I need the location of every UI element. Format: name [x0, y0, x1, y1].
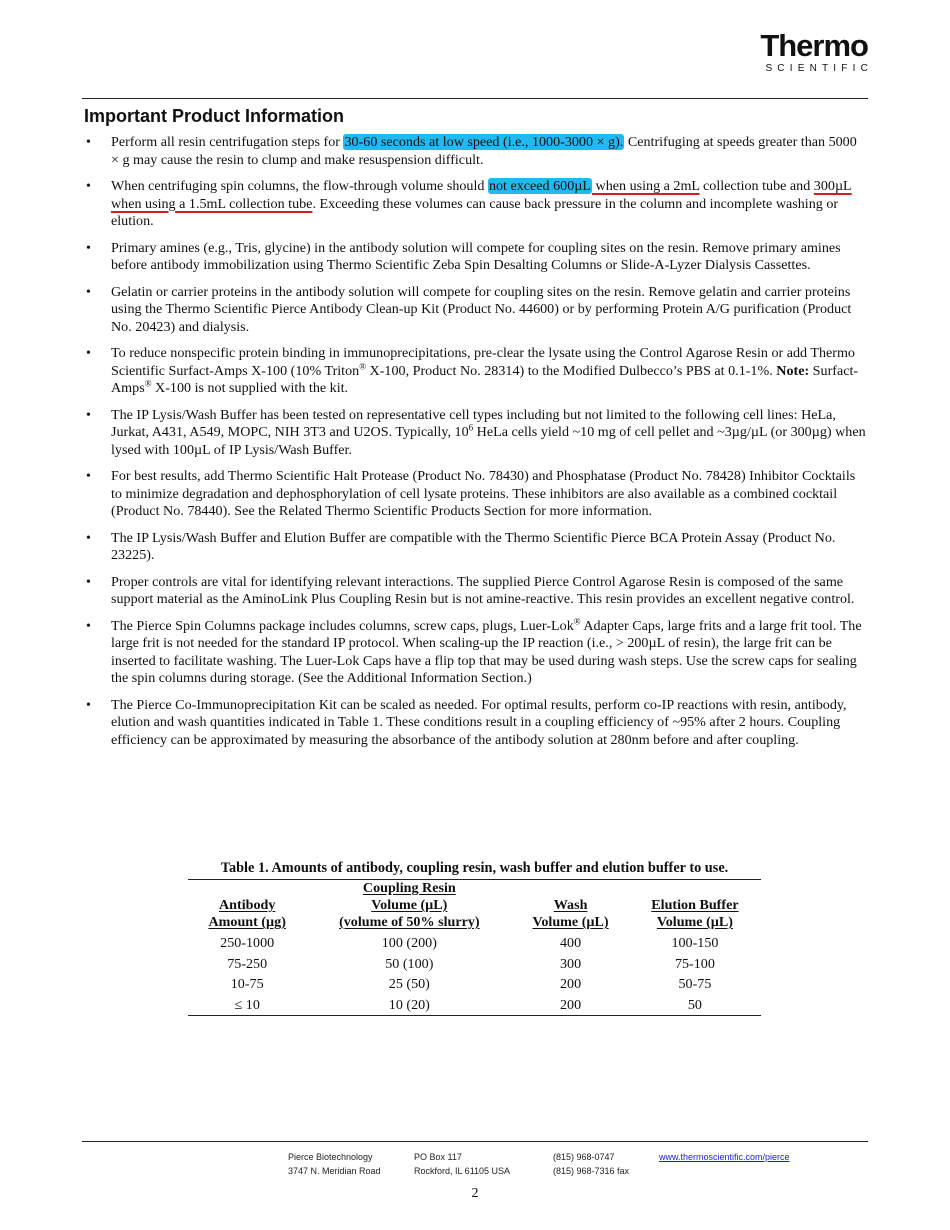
footer-divider — [82, 1141, 868, 1142]
header-coupling-resin: Coupling Resin Volume (µL) (volume of 50% slurry) — [339, 880, 480, 930]
bullet-text: The IP Lysis/Wash Buffer has been tested on representative cell types including but not limited to the following cell lines: HeLa, Jurkat, A431, A549, MOPC, NIH 3T3 and U2OS. Typically, 10 — [111, 406, 836, 440]
footer-company — [288, 1150, 381, 1178]
amounts-table-grid — [188, 880, 761, 1016]
table-row — [188, 933, 761, 954]
section-title: Important Product Information — [84, 106, 344, 126]
logo-wordmark: Thermo — [760, 28, 868, 63]
table-cell: 100-150 — [671, 935, 719, 951]
bullet-scaling: • The Pierce Co-Immunoprecipitation Kit can be scaled as needed. For optimal results, perform co-IP reactions with resin, antibody, elution and wash quantities indicated in Table 1. These conditions result in a coupling efficiency of ~95% after 2 hours. Coupling efficiency can be approximated by measuring the absorbance of the antibody solution at 280nm before and after coupling. — [84, 697, 866, 750]
highlighted-text: 30-60 seconds at low speed (i.e., 1000-3000 × g). — [344, 134, 624, 150]
registered-mark: ® — [359, 360, 367, 371]
bullet-text: . Exceeding these volumes can cause back pressure in the column and incomplete washing or elution. — [111, 195, 839, 229]
bullet-text: To reduce nonspecific protein binding in immunoprecipitations, pre-clear the lysate using the Control Agarose Resin or add Thermo Scientific Surfact-Amps X-100 (10% Triton — [111, 345, 855, 379]
table-cell: 200 — [559, 976, 582, 993]
info-bullet-list — [84, 134, 866, 758]
table-cell: 25 (50) — [388, 976, 430, 993]
bullet-gelatin: • Gelatin or carrier proteins in the antibody solution will compete for coupling sites on the resin. Remove gelatin and carrier proteins using the Thermo Scientific Pierce Antibody Clean-up Kit (Product No. 44600) or by performing Protein A/G purification (Product No. 20423) and dialysis. — [84, 284, 866, 337]
table-caption: Table 1. Amounts of antibody, coupling resin, wash buffer and elution buffer to use. — [188, 860, 761, 880]
bullet-text: The Pierce Spin Columns package includes columns, screw caps, plugs, Luer-Lok — [111, 617, 574, 634]
page-number: 2 — [471, 1186, 479, 1201]
table-cell: 50 (100) — [385, 955, 434, 972]
exponent: 6 — [468, 422, 474, 433]
bullet-lysis-buffer — [84, 407, 866, 460]
bullet-text: X-100, Product No. 28314) to the Modified Dulbecco’s PBS at 0.1-1%. — [366, 362, 777, 379]
bullet-text: Surfact-Amps — [111, 362, 859, 396]
header-divider — [82, 98, 868, 99]
table-row — [188, 954, 761, 975]
footer-mailing-address — [414, 1150, 510, 1178]
table-cell: 250-1000 — [220, 935, 275, 951]
bullet-primary-amines: • Primary amines (e.g., Tris, glycine) in the antibody solution will compete for coupling sites on the resin. Remove primary amines before antibody immobilization using Thermo Scientific Zeba Spin Desalting Columns or Slide-A-Lyzer Dialysis Cassettes. — [84, 240, 866, 275]
header-wash-volume: Wash Volume (µL) — [532, 897, 609, 930]
table-cell: 200 — [559, 996, 582, 1013]
city-state-zip: Rockford, IL 61105 USA — [414, 1166, 511, 1176]
bullet-centrifugation-speed — [84, 134, 866, 169]
table-header-row — [188, 880, 761, 933]
bullet-text: HeLa cells yield ~10 mg of cell pellet and ~3µg/µL (or 300µg) when lysed with 100µL of IP Lysis/Wash Buffer. — [111, 424, 866, 458]
table-cell: 10-75 — [230, 976, 264, 993]
bullet-text: When centrifuging spin columns, the flow-through volume should — [111, 178, 488, 194]
underlined-text: when using a 2mL — [592, 178, 700, 194]
bullet-inhibitor-cocktails: • For best results, add Thermo Scientific Halt Protease (Product No. 78430) and Phosphatase (Product No. 78428) Inhibitor Cocktails to minimize degradation and dephosphorylation of cell lysate proteins. These inhibitors are also available as a combined cocktail (Product No. 78440). See the Related Thermo Scientific Products Section for more information. — [84, 468, 866, 521]
header-antibody-amount: Antibody Amount (µg) — [208, 897, 286, 930]
phone-number: (815) 968-0747 — [553, 1152, 615, 1162]
bullet-text: Adapter Caps, large frits and a large frit tool. The large frit is not needed for the standard IP protocol. When scaling-up the IP reaction (i.e., > 200µL of resin), the large frit can be inserted to facilitate washing. The Luer-Lok Caps have a flip top that may be used during wash steps. Use the screw caps for sealing the spin columns during storage. (See the Additional Information Section.) — [111, 617, 862, 686]
footer-website — [659, 1150, 790, 1164]
note-label: Note: — [776, 362, 810, 379]
bullet-text: Centrifuging at speeds greater than 5000 × g may cause the resin to clump and make resuspension difficult. — [111, 134, 857, 168]
registered-mark: ® — [573, 615, 581, 626]
table-row — [188, 974, 761, 995]
table-row — [188, 995, 761, 1016]
bullet-text: X-100 is not supplied with the kit. — [151, 380, 349, 396]
thermo-scientific-logo — [760, 28, 873, 74]
bullet-controls: • Proper controls are vital for identifying relevant interactions. The supplied Pierce Control Agarose Resin is composed of the same support material as the AminoLink Plus Coupling Resin but is not amine-reactive. This resin provides an excellent negative control. — [84, 574, 866, 609]
table-cell: 400 — [559, 935, 582, 951]
registered-mark: ® — [144, 378, 152, 389]
table-cell: 100 (200) — [381, 935, 437, 951]
header-elution-volume: Elution Buffer Volume (µL) — [651, 897, 739, 930]
footer-phone — [553, 1150, 629, 1178]
logo-subtitle: SCIENTIFIC — [765, 63, 873, 74]
bullet-bca-compatibility: • The IP Lysis/Wash Buffer and Elution Buffer are compatible with the Thermo Scientific Pierce BCA Protein Assay (Product No. 23225). — [84, 530, 866, 565]
bullet-text: Perform all resin centrifugation steps for — [111, 134, 344, 150]
website-link[interactable]: www.thermoscientific.com/pierce — [659, 1152, 790, 1162]
table-cell: 50 — [687, 996, 702, 1013]
bullet-nonspecific-binding — [84, 345, 866, 398]
table-cell: 10 (20) — [388, 996, 430, 1013]
table-cell: 50-75 — [678, 976, 712, 993]
highlighted-text: not exceed 600µL — [488, 178, 591, 194]
table-cell: 300 — [559, 955, 582, 972]
bullet-spin-columns — [84, 615, 866, 688]
table-cell: ≤ 10 — [234, 996, 260, 1013]
company-name: Pierce Biotechnology — [288, 1152, 373, 1162]
fax-number: (815) 968-7316 fax — [553, 1166, 630, 1176]
table-cell: 75-100 — [674, 955, 715, 972]
bullet-flow-through-volume — [84, 178, 866, 231]
company-street: 3747 N. Meridian Road — [288, 1166, 381, 1176]
po-box: PO Box 117 — [414, 1152, 462, 1162]
amounts-table — [188, 860, 761, 1016]
bullet-text: collection tube and — [699, 178, 814, 194]
table-cell: 75-250 — [227, 955, 268, 972]
underlined-text: 300µL when using a 1.5mL collection tube — [111, 178, 852, 212]
